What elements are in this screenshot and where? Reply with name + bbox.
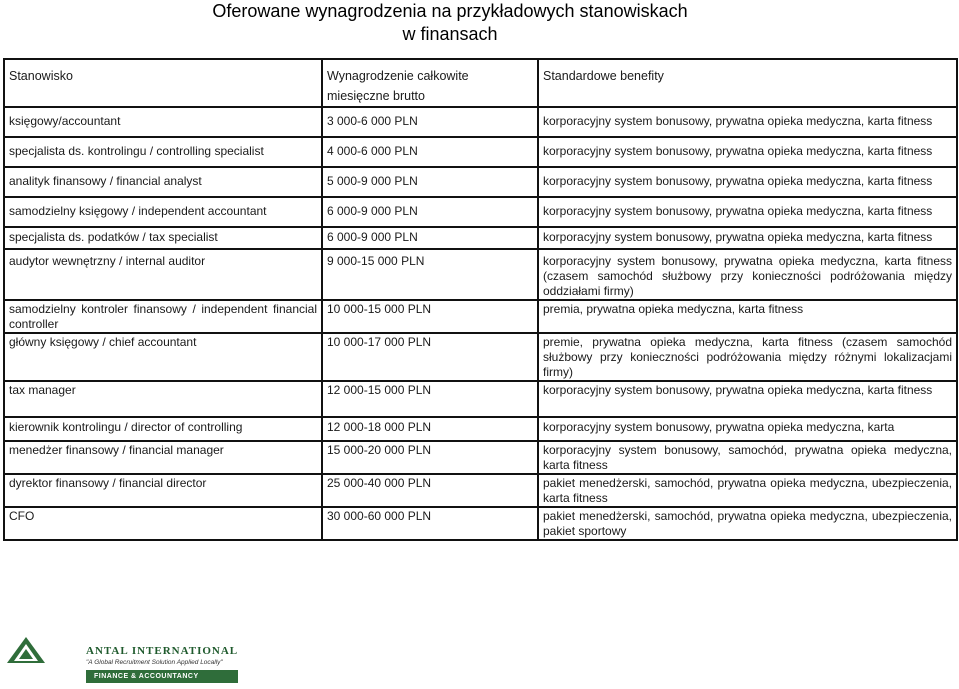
cell-benefits: premia, prywatna opieka medyczna, karta fitness [538,300,957,333]
logo-company-name: ANTAL INTERNATIONAL [86,645,239,657]
cell-position: specjalista ds. kontrolingu / controlling specialist [4,137,322,167]
cell-salary: 6 000-9 000 PLN [322,197,538,227]
antal-logo [2,632,242,687]
cell-position: menedżer finansowy / financial manager [4,441,322,474]
cell-benefits: korporacyjny system bonusowy, prywatna opieka medyczna, karta [538,417,957,441]
header-salary-line-2: miesięczne brutto [327,89,425,103]
table-row [4,249,957,300]
cell-benefits: korporacyjny system bonusowy, prywatna opieka medyczna, karta fitness [538,227,957,249]
cell-salary: 15 000-20 000 PLN [322,441,538,474]
cell-benefits: korporacyjny system bonusowy, prywatna opieka medyczna, karta fitness [538,107,957,137]
cell-benefits: korporacyjny system bonusowy, samochód, prywatna opieka medyczna, karta fitness [538,441,957,474]
cell-salary: 10 000-17 000 PLN [322,333,538,381]
table-row [4,441,957,474]
cell-position: specjalista ds. podatków / tax specialist [4,227,322,249]
cell-salary: 4 000-6 000 PLN [322,137,538,167]
cell-benefits: pakiet menedżerski, samochód, prywatna opieka medyczna, ubezpieczenia, karta fitness [538,474,957,507]
cell-benefits: pakiet menedżerski, samochód, prywatna opieka medyczna, ubezpieczenia, pakiet sportowy [538,507,957,540]
cell-salary: 10 000-15 000 PLN [322,300,538,333]
cell-salary: 9 000-15 000 PLN [322,249,538,300]
cell-position: samodzielny kontroler finansowy / independent financial controller [4,300,322,333]
header-position: Stanowisko [4,59,322,107]
table-row [4,227,957,249]
cell-position: kierownik kontrolingu / director of controlling [4,417,322,441]
cell-benefits: korporacyjny system bonusowy, prywatna opieka medyczna, karta fitness [538,197,957,227]
table-row [4,507,957,540]
table-header-row [4,59,957,107]
cell-salary: 12 000-15 000 PLN [322,381,538,417]
title-line-2: w finansach [402,24,498,44]
title-line-1: Oferowane wynagrodzenia na przykładowych stanowiskach [212,1,688,21]
salary-table [3,58,958,541]
table-row [4,381,957,417]
cell-position: dyrektor finansowy / financial director [4,474,322,507]
cell-benefits: premie, prywatna opieka medyczna, karta fitness (czasem samochód służbowy przy konieczności podróżowania między różnymi lokalizacjami firmy) [538,333,957,381]
table-row [4,333,957,381]
antal-triangle-logo-icon [6,636,46,664]
cell-benefits: korporacyjny system bonusowy, prywatna opieka medyczna, karta fitness [538,137,957,167]
page-title [0,0,900,46]
logo-tagline: "A Global Recruitment Solution Applied Locally" [86,659,223,666]
cell-position: CFO [4,507,322,540]
cell-salary: 3 000-6 000 PLN [322,107,538,137]
cell-benefits: korporacyjny system bonusowy, prywatna opieka medyczna, karta fitness [538,381,957,417]
table-row [4,417,957,441]
cell-benefits: korporacyjny system bonusowy, prywatna opieka medyczna, karta fitness (czasem samochód służbowy przy konieczności podróżowania między oddziałami firmy) [538,249,957,300]
header-benefits: Standardowe benefity [538,59,957,107]
logo-division-band: FINANCE & ACCOUNTANCY [86,670,238,683]
cell-position: samodzielny księgowy / independent accountant [4,197,322,227]
header-salary-line-1: Wynagrodzenie całkowite [327,69,469,83]
cell-salary: 6 000-9 000 PLN [322,227,538,249]
cell-position: główny księgowy / chief accountant [4,333,322,381]
header-salary [322,59,538,107]
cell-salary: 30 000-60 000 PLN [322,507,538,540]
table-row [4,167,957,197]
cell-salary: 5 000-9 000 PLN [322,167,538,197]
table-row [4,197,957,227]
cell-position: tax manager [4,381,322,417]
table-row [4,300,957,333]
cell-position: księgowy/accountant [4,107,322,137]
table-row [4,474,957,507]
table-row [4,107,957,137]
cell-salary: 25 000-40 000 PLN [322,474,538,507]
table-row [4,137,957,167]
cell-position: audytor wewnętrzny / internal auditor [4,249,322,300]
cell-benefits: korporacyjny system bonusowy, prywatna opieka medyczna, karta fitness [538,167,957,197]
cell-position: analityk finansowy / financial analyst [4,167,322,197]
cell-salary: 12 000-18 000 PLN [322,417,538,441]
